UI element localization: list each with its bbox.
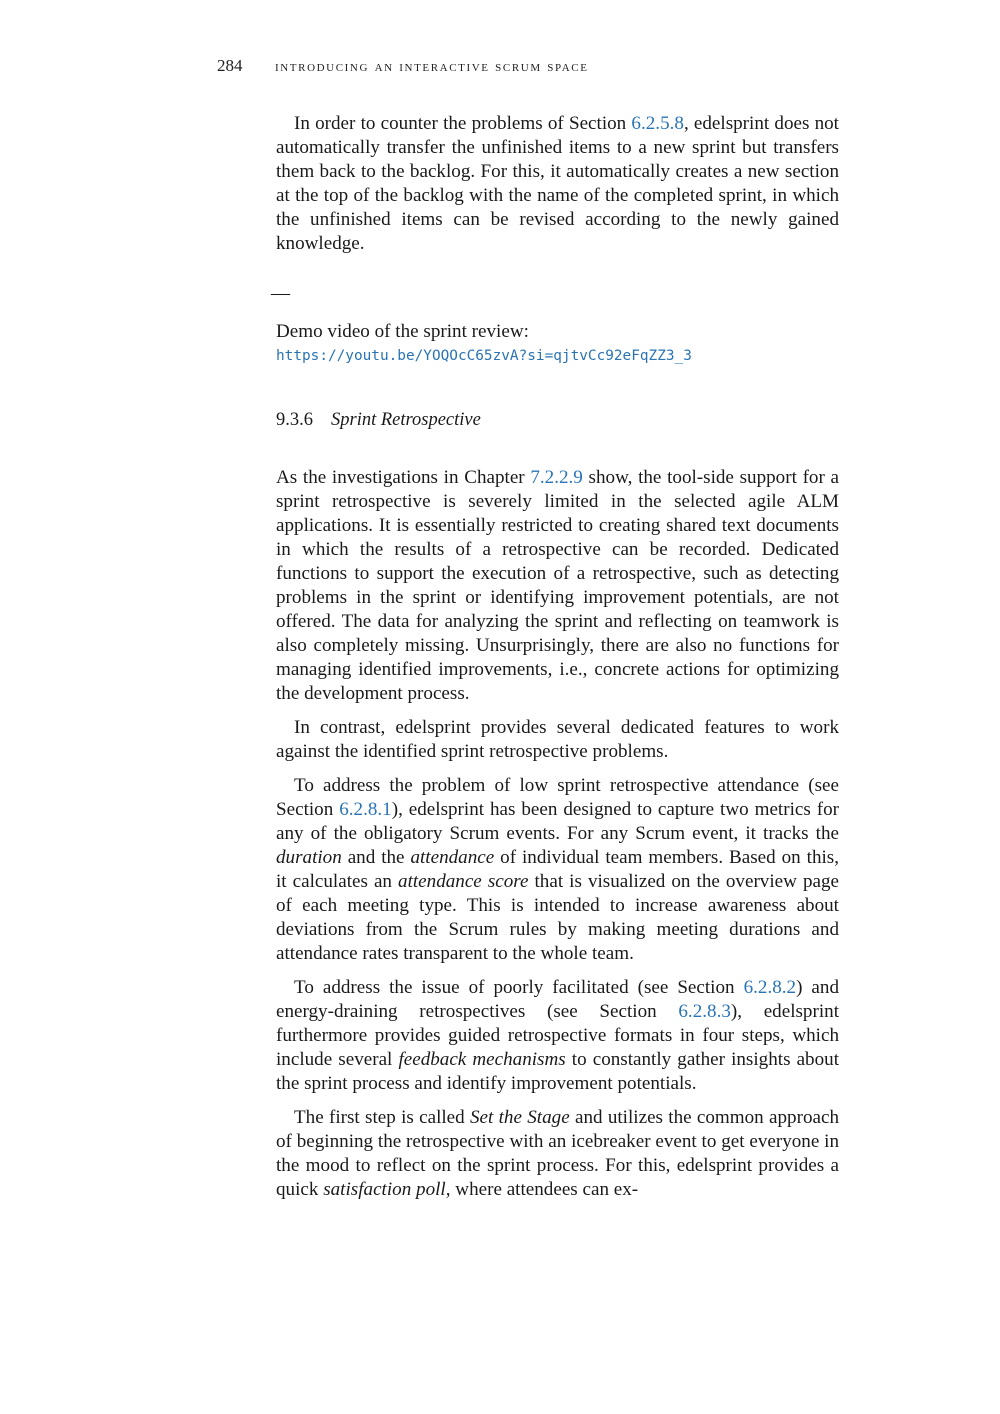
section-link[interactable]: 6.2.8.1: [339, 799, 392, 820]
section-number: 9.3.6: [276, 410, 313, 430]
demo-video-label: Demo video of the sprint review:: [276, 321, 529, 342]
paragraph: In contrast, edelsprint provides several dedicated features to work against the identified sprint retrospective problems.: [276, 717, 839, 762]
section-link[interactable]: 6.2.5.8: [631, 113, 684, 134]
demo-video-link[interactable]: https://youtu.be/YOQOcC65zvA?si=qjtvCc92eFqZZ3_3: [276, 348, 692, 364]
running-header: [217, 56, 857, 76]
paragraph: To address the problem of low sprint retrospective attendance (see Section 6.2.8.1), edelsprint has been designed to capture two metrics for any of the obligatory Scrum events. For any Scrum event, it tracks the duration and the attendance of individual team members. Based on this, it calculates an attendance score that is visualized on the overview page of each meeting type. This is intended to increase awareness about deviations from the Scrum rules by making meeting durations and attendance rates transparent to the whole team.: [276, 775, 840, 964]
section-title: Sprint Retrospective: [331, 410, 481, 430]
section-link[interactable]: 6.2.8.3: [678, 1001, 731, 1022]
page-number: 284: [217, 56, 243, 75]
paragraph: As the investigations in Chapter 7.2.2.9 show, the tool-side support for a sprint retrospective is severely limited in the selected agile ALM applications. It is essentially restricted to creating shared text documents in which the results of a retrospective can be recorded. Dedicated functions to support the execution of a retrospective, such as detecting problems in the sprint or identifying improvement potentials, are not offered. The data for analyzing the sprint and reflecting on teamwork is also completely missing. Unsurprisingly, there are also no functions for managing identified improvements, i.e., concrete actions for optimizing the development process.: [276, 467, 839, 704]
separator-dash: —: [271, 283, 291, 304]
paragraph: To address the issue of poorly facilitated (see Section 6.2.8.2) and energy-draining retrospectives (see Section 6.2.8.3), edelsprint furthermore provides guided retrospective formats in four steps, which include several feedback mechanisms to constantly gather insights about the sprint process and identify improvement potentials.: [276, 977, 840, 1094]
paragraph: In order to counter the problems of Section 6.2.5.8, edelsprint does not automatically transfer the unfinished items to a new sprint but transfers them back to the backlog. For this, it automatically creates a new section at the top of the backlog with the name of the completed sprint, in which the unfinished items can be revised according to the newly gained knowledge.: [276, 113, 839, 254]
main-text: [271, 112, 840, 1202]
section-heading: [276, 408, 839, 432]
running-title: introducing an interactive scrum space: [275, 58, 589, 75]
chapter-link[interactable]: 7.2.2.9: [530, 467, 583, 488]
demo-video-block: [276, 320, 839, 368]
paragraph: The first step is called Set the Stage and utilizes the common approach of beginning the retrospective with an icebreaker event to get everyone in the mood to reflect on the sprint process. For this, edelsprint provides a quick satisfaction poll, where attendees can ex-: [276, 1107, 839, 1200]
section-link[interactable]: 6.2.8.2: [743, 977, 797, 998]
